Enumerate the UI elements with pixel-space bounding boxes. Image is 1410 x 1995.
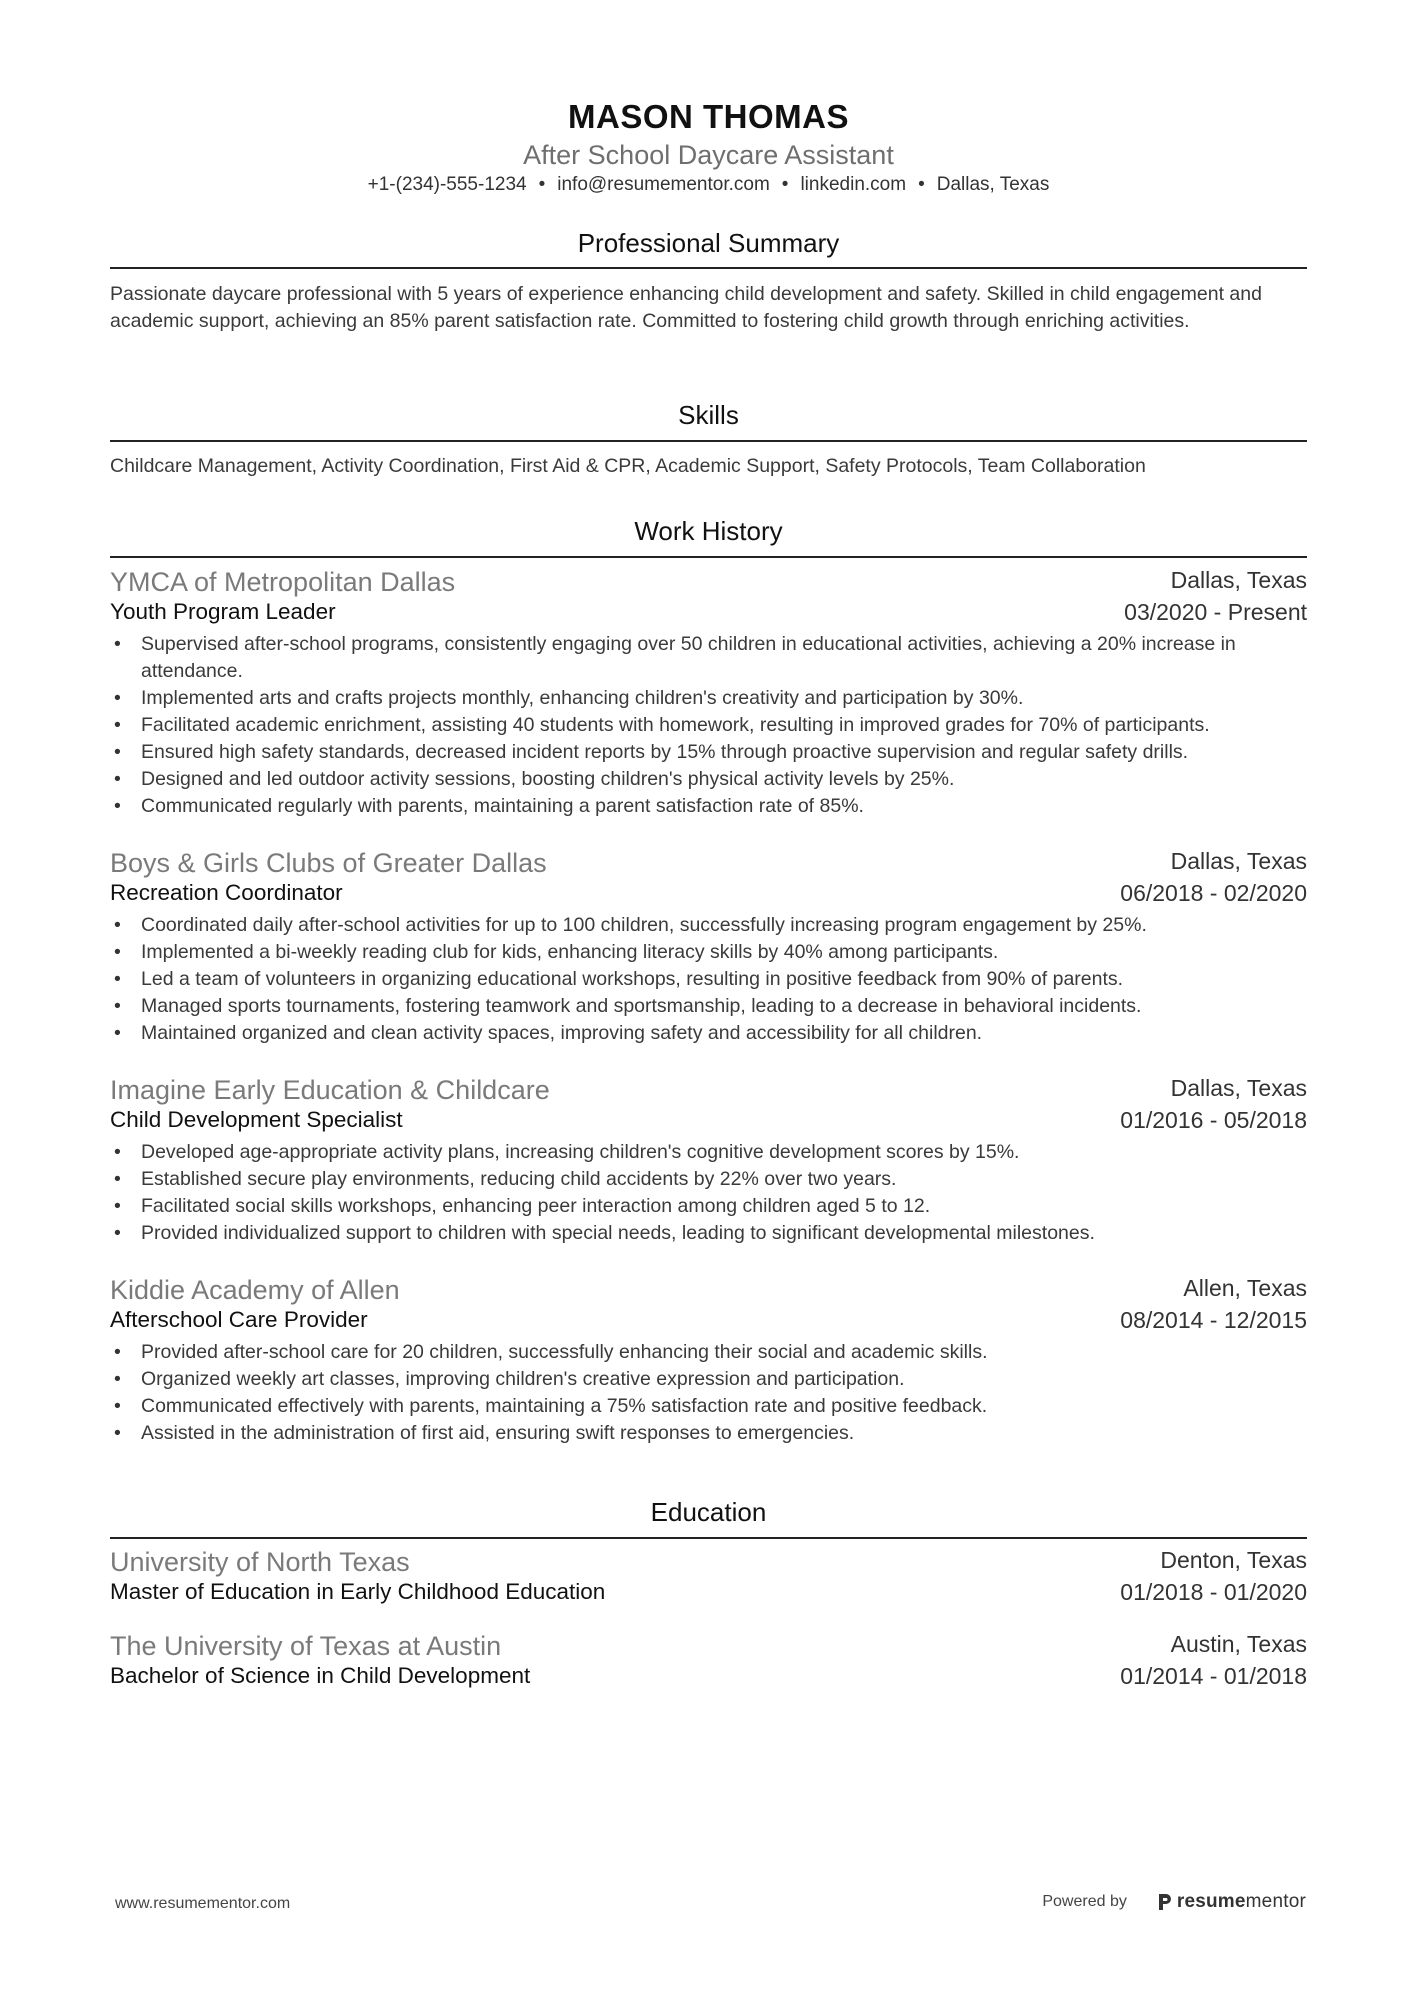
job-header [110, 848, 1307, 879]
list-item: • Established secure play environments, reducing child accidents by 22% over two years. [110, 1166, 1307, 1193]
skills-text: Childcare Management, Activity Coordination, First Aid & CPR, Academic Support, Safety Protocols, Team Collaboration [110, 455, 1146, 477]
contact-line [110, 174, 1307, 196]
resumementor-logo-icon [1157, 1892, 1173, 1912]
powered-by-label: Powered by [1042, 1893, 1127, 1910]
list-item: • Implemented a bi-weekly reading club for kids, enhancing literacy skills by 40% among participants. [110, 939, 1307, 966]
school-location: Denton, Texas [1160, 1547, 1307, 1573]
section-divider [110, 1537, 1307, 1539]
section-heading-summary: Professional Summary [577, 228, 840, 258]
list-item: • Organized weekly art classes, improving children's creative expression and participation. [110, 1366, 1307, 1393]
job-role: Child Development Specialist [110, 1107, 403, 1132]
education-entry [110, 1631, 1307, 1689]
contact-phone: +1-(234)-555-1234 [367, 174, 527, 195]
job-bullets [110, 631, 1307, 820]
company-name: Imagine Early Education & Childcare [110, 1075, 550, 1105]
list-item: • Managed sports tournaments, fostering teamwork and sportsmanship, leading to a decrease in behavioral incidents. [110, 993, 1307, 1020]
job-header [110, 1075, 1307, 1106]
list-item: • Communicated effectively with parents, maintaining a 75% satisfaction rate and positive feedback. [110, 1393, 1307, 1420]
list-item: • Assisted in the administration of first aid, ensuring swift responses to emergencies. [110, 1420, 1307, 1447]
section-divider [110, 267, 1307, 269]
job-location: Dallas, Texas [1170, 1075, 1307, 1101]
degree-name: Bachelor of Science in Child Development [110, 1663, 531, 1688]
job-entry [110, 1075, 1307, 1247]
education-dates: 01/2018 - 01/2020 [1120, 1579, 1307, 1605]
job-subheader [110, 1107, 1307, 1133]
list-item: • Facilitated social skills workshops, enhancing peer interaction among children aged 5 to 12. [110, 1193, 1307, 1220]
job-header [110, 567, 1307, 598]
school-name: The University of Texas at Austin [110, 1631, 502, 1661]
company-name: Kiddie Academy of Allen [110, 1275, 400, 1305]
job-bullets [110, 912, 1307, 1047]
degree-name: Master of Education in Early Childhood Education [110, 1579, 606, 1604]
list-item: • Designed and led outdoor activity sessions, boosting children's physical activity levels by 25%. [110, 766, 1307, 793]
job-bullets [110, 1139, 1307, 1247]
section-heading-education: Education [650, 1497, 767, 1527]
job-role: Youth Program Leader [110, 599, 336, 624]
list-item: • Facilitated academic enrichment, assisting 40 students with homework, resulting in improved grades for 70% of participants. [110, 712, 1307, 739]
contact-location: Dallas, Texas [936, 174, 1050, 195]
job-entry [110, 567, 1307, 820]
education-subheader [110, 1579, 1307, 1605]
candidate-name: MASON THOMAS [568, 98, 849, 135]
job-location: Dallas, Texas [1170, 848, 1307, 874]
job-location: Allen, Texas [1183, 1275, 1307, 1301]
job-bullets [110, 1339, 1307, 1447]
company-name: Boys & Girls Clubs of Greater Dallas [110, 848, 547, 878]
bullet-separator: • [538, 174, 546, 195]
contact-linkedin: linkedin.com [800, 174, 907, 195]
education-header [110, 1547, 1307, 1578]
job-subheader [110, 599, 1307, 625]
list-item: • Provided after-school care for 20 children, successfully enhancing their social and academic skills. [110, 1339, 1307, 1366]
section-divider [110, 440, 1307, 442]
education-dates: 01/2014 - 01/2018 [1120, 1663, 1307, 1689]
list-item: • Coordinated daily after-school activities for up to 100 children, successfully increasing program engagement by 25%. [110, 912, 1307, 939]
job-role: Afterschool Care Provider [110, 1307, 368, 1332]
job-header [110, 1275, 1307, 1306]
job-subheader [110, 880, 1307, 906]
education-subheader [110, 1663, 1307, 1689]
company-name: YMCA of Metropolitan Dallas [110, 567, 456, 597]
job-dates: 08/2014 - 12/2015 [1120, 1307, 1307, 1333]
contact-email: info@resumementor.com [557, 174, 770, 195]
list-item: • Led a team of volunteers in organizing educational workshops, resulting in positive feedback from 90% of parents. [110, 966, 1307, 993]
job-entry [110, 848, 1307, 1047]
list-item: • Implemented arts and crafts projects monthly, enhancing children's creativity and participation by 30%. [110, 685, 1307, 712]
school-name: University of North Texas [110, 1547, 410, 1577]
school-location: Austin, Texas [1170, 1631, 1307, 1657]
job-location: Dallas, Texas [1170, 567, 1307, 593]
brand-name[interactable]: resumementor [1176, 1891, 1306, 1912]
list-item: • Maintained organized and clean activity spaces, improving safety and accessibility for all children. [110, 1020, 1307, 1047]
list-item: • Developed age-appropriate activity plans, increasing children's cognitive development scores by 15%. [110, 1139, 1307, 1166]
list-item: • Ensured high safety standards, decreased incident reports by 15% through proactive supervision and regular safety drills. [110, 739, 1307, 766]
job-dates: 03/2020 - Present [1124, 599, 1307, 625]
job-dates: 06/2018 - 02/2020 [1120, 880, 1307, 906]
job-dates: 01/2016 - 05/2018 [1120, 1107, 1307, 1133]
footer-branding [1042, 1891, 1306, 1913]
section-heading-skills: Skills [678, 400, 739, 430]
list-item: • Provided individualized support to children with special needs, leading to significant developmental milestones. [110, 1220, 1307, 1247]
education-header [110, 1631, 1307, 1662]
list-item: • Communicated regularly with parents, maintaining a parent satisfaction rate of 85%. [110, 793, 1307, 820]
bullet-separator: • [918, 174, 925, 195]
education-entry [110, 1547, 1307, 1605]
candidate-title: After School Daycare Assistant [523, 140, 894, 170]
summary-text: Passionate daycare professional with 5 years of experience enhancing child development and safety. Skilled in child engagement and academic support, achieving an 85% parent satisfaction rate. Committed to fostering child growth through enriching activities. [110, 283, 1262, 332]
footer-website[interactable]: www.resumementor.com [115, 1895, 291, 1912]
job-role: Recreation Coordinator [110, 880, 343, 905]
bullet-separator: • [781, 174, 789, 195]
list-item: • Supervised after-school programs, consistently engaging over 50 children in educational activities, achieving a 20% increase in attendance. [110, 631, 1307, 685]
section-heading-work: Work History [634, 516, 783, 546]
job-subheader [110, 1307, 1307, 1333]
section-divider [110, 556, 1307, 558]
job-entry [110, 1275, 1307, 1447]
